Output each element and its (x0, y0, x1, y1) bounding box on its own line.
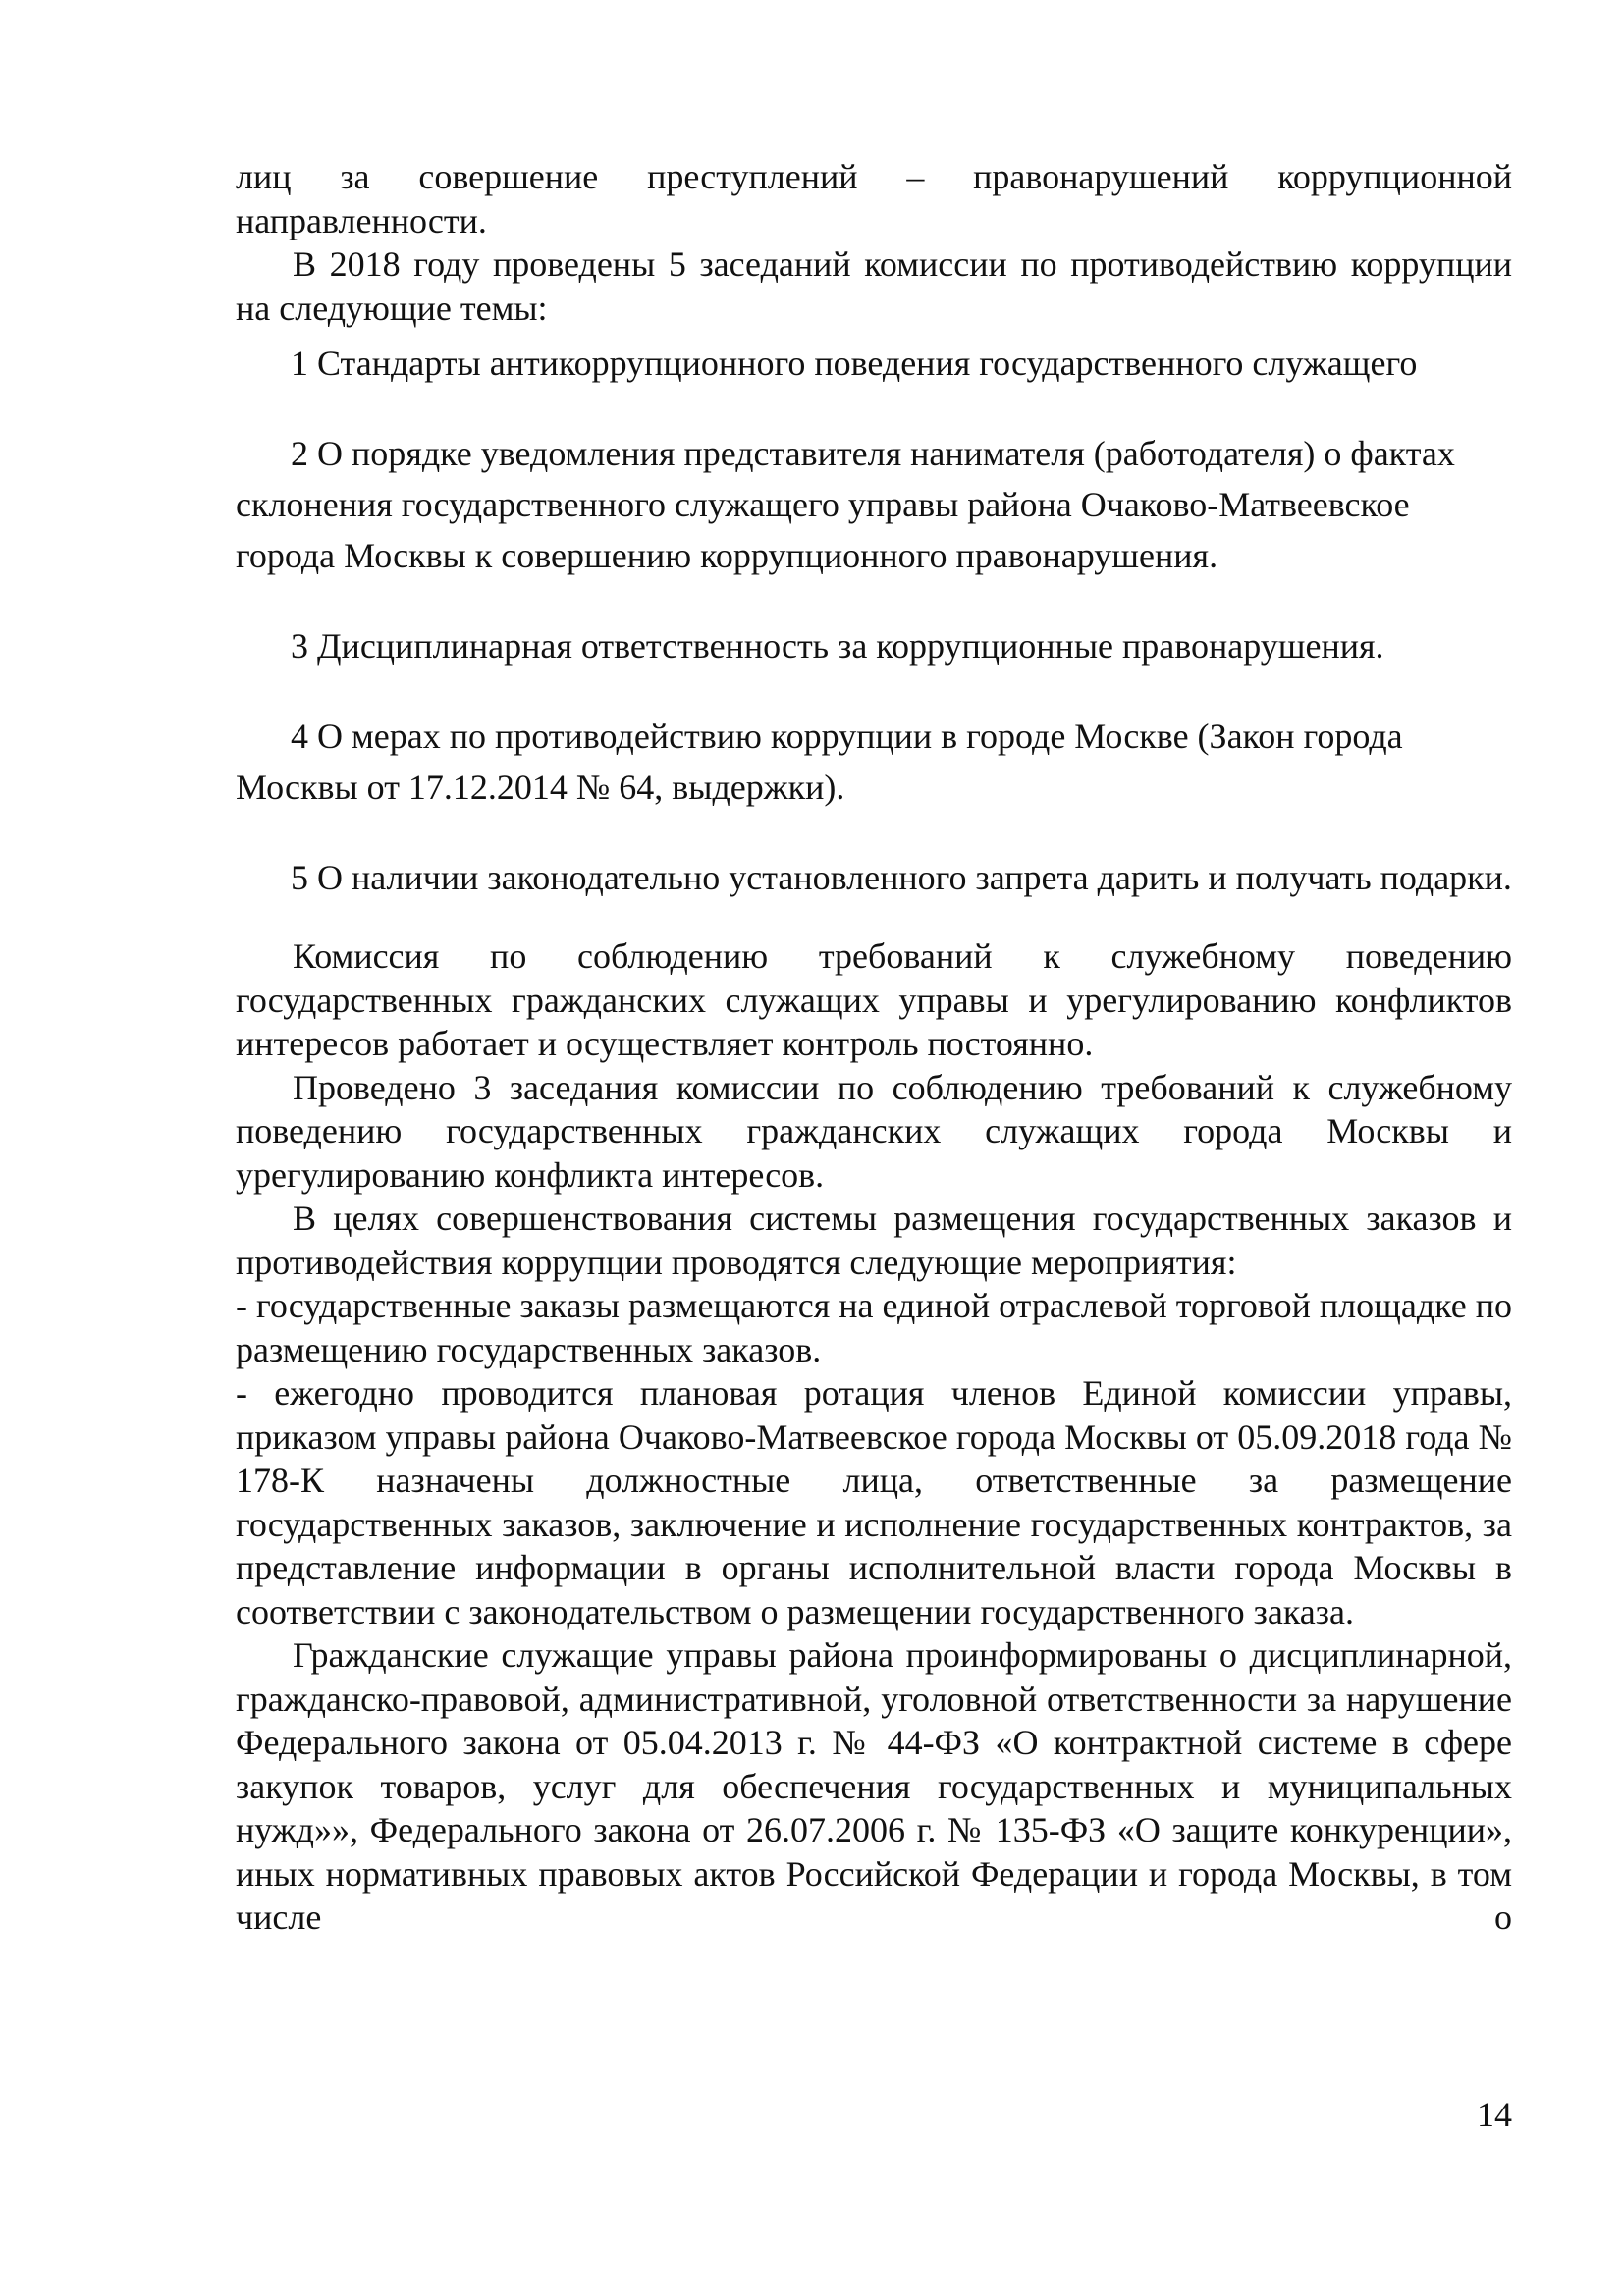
paragraph-commission: Комиссия по соблюдению требований к служебному поведению государственных гражданских служащих управы и урегулированию конфликтов интересов работает и осуществляет контроль постоянно. (236, 936, 1512, 1063)
list-item-1: 1 Стандарты антикоррупционного поведения государственного служащего (291, 344, 1418, 383)
paragraph-responsibility: Гражданские служащие управы района проинформированы о дисциплинарной, гражданско-правовой, административной, уголовной ответственности за нарушение Федерального закона от 05.04.2013 г. № 44-ФЗ «О контрактной системе в сфере закупок товаров, услуг для обеспечения государственных и муниципальных нужд»», Федерального закона от 26.07.2006 г. № 135-ФЗ «О защите конкуренции», иных нормативных правовых актов Российской Федерации и города Москвы, в том числе о (236, 1635, 1512, 1937)
list-item-2: 2 О порядке уведомления представителя нанимателя (работодателя) о фактах склонения государственного служащего управы района Очаково-Матвеевское города Москвы к совершению коррупционного правонарушения. (236, 434, 1455, 575)
paragraph-continuation: лиц за совершение преступлений – правонарушений коррупционной направленности. (236, 157, 1512, 240)
paragraph-procurement: В целях совершенствования системы размещения государственных заказов и противодействия коррупции проводятся следующие мероприятия: (236, 1199, 1512, 1282)
paragraph-meetings-intro: В 2018 году проведены 5 заседаний комиссии по противодействию коррупции на следующие темы: (236, 244, 1512, 328)
body-text (236, 155, 1512, 1940)
paragraph-bullet-orders: - государственные заказы размещаются на единой отраслевой торговой площадке по размещению государственных заказов. (236, 1286, 1512, 1369)
list-item-4: 4 О мерах по противодействию коррупции в городе Москве (Закон города Москвы от 17.12.2014 № 64, выдержки). (236, 717, 1403, 807)
page-number: 14 (1477, 2095, 1512, 2134)
paragraph-bullet-rotation: - ежегодно проводится плановая ротация членов Единой комиссии управы, приказом управы района Очаково-Матвеевское города Москвы от 05.09.2018 года № 178-К назначены должностные лица, ответственные за размещение государственных заказов, заключение и исполнение государственных контрактов, за представление информации в органы исполнительной власти города Москвы в соответствии с законодательством о размещении государственного заказа. (236, 1373, 1512, 1631)
list-item-5: 5 О наличии законодательно установленного запрета дарить и получать подарки. (291, 858, 1512, 897)
paragraph-sessions: Проведено 3 заседания комиссии по соблюдению требований к служебному поведению государственных гражданских служащих города Москвы и урегулированию конфликта интересов. (236, 1067, 1512, 1195)
list-item-3: 3 Дисциплинарная ответственность за коррупционные правонарушения. (291, 626, 1384, 666)
